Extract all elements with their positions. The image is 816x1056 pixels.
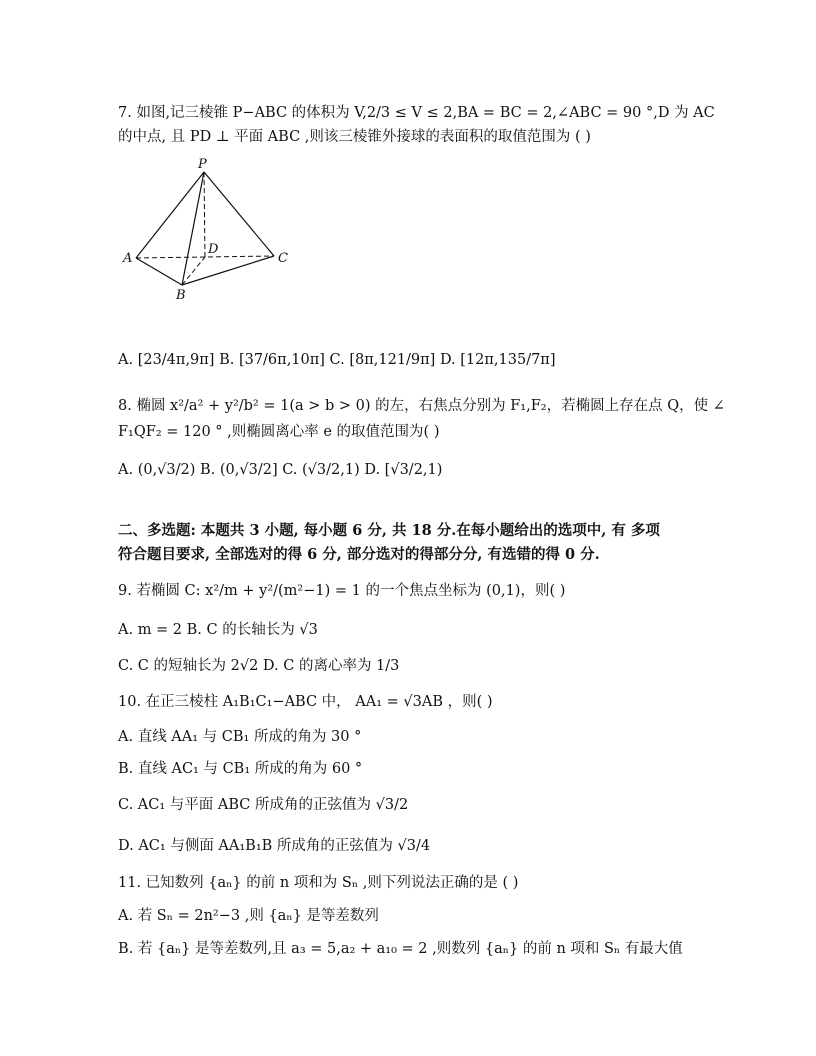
section2-header-line-2: 符合题目要求, 全部选对的得 6 分, 部分选对的得部分分, 有选错的得 0 分. — [118, 546, 600, 563]
q7-stem-line-2: 的中点, 且 PD ⊥ 平面 ABC ,则该三棱锥外接球的表面积的取值范围为 ( ) — [118, 129, 591, 145]
q9-options-cd: C. C 的短轴长为 2√2 D. C 的离心率为 1/3 — [118, 658, 400, 674]
q10-option-b: B. 直线 AC₁ 与 CB₁ 所成的角为 60 ° — [118, 761, 363, 777]
label-B: B — [176, 288, 186, 303]
q7-stem-line-1: 7. 如图,记三棱锥 P−ABC 的体积为 V,2/3 ≤ V ≤ 2,BA = BC = 2,∠ABC = 90 °,D 为 AC — [118, 105, 715, 121]
label-P: P — [198, 157, 207, 172]
q10-option-d: D. AC₁ 与侧面 AA₁B₁B 所成角的正弦值为 √3/4 — [118, 838, 431, 854]
q9-options-ab: A. m = 2 B. C 的长轴长为 √3 — [118, 622, 318, 638]
q10-option-c: C. AC₁ 与平面 ABC 所成角的正弦值为 √3/2 — [118, 797, 409, 813]
tetrahedron-diagram — [118, 156, 308, 304]
q7-tetrahedron-figure — [118, 156, 308, 304]
edge-PA — [136, 172, 204, 258]
q8-stem-line-1: 8. 椭圆 x²/a² + y²/b² = 1(a > b > 0) 的左，右焦点分别为 F₁,F₂，若椭圆上存在点 Q，使 ∠ — [118, 398, 725, 414]
edge-BC — [182, 256, 274, 285]
q11-option-b: B. 若 {aₙ} 是等差数列,且 a₃ = 5,a₂ + a₁₀ = 2 ,则数列 {aₙ} 的前 n 项和 Sₙ 有最大值 — [118, 941, 683, 957]
edge-PD-hidden — [204, 172, 205, 257]
q8-stem-line-2: F₁QF₂ = 120 ° ,则椭圆离心率 e 的取值范围为( ) — [118, 424, 440, 440]
edge-AB — [136, 258, 182, 285]
label-A: A — [123, 251, 133, 266]
q11-stem: 11. 已知数列 {aₙ} 的前 n 项和为 Sₙ ,则下列说法正确的是 ( ) — [118, 875, 519, 891]
q7-options: A. [23/4π,9π] B. [37/6π,10π] C. [8π,121/9π] D. [12π,135/7π] — [118, 352, 556, 368]
section2-header-line-1: 二、多选题: 本题共 3 小题, 每小题 6 分, 共 18 分.在每小题给出的选项中, 有 多项 — [118, 522, 660, 539]
q11-option-a: A. 若 Sₙ = 2n²−3 ,则 {aₙ} 是等差数列 — [118, 908, 379, 924]
q10-stem: 10. 在正三棱柱 A₁B₁C₁−ABC 中， AA₁ = √3AB ，则( ) — [118, 694, 493, 710]
edge-PB — [182, 172, 204, 285]
label-D: D — [208, 242, 219, 257]
q8-options: A. (0,√3/2) B. (0,√3/2] C. (√3/2,1) D. [√3/2,1) — [118, 462, 443, 478]
q10-option-a: A. 直线 AA₁ 与 CB₁ 所成的角为 30 ° — [118, 729, 362, 745]
label-C: C — [278, 251, 288, 266]
q9-stem: 9. 若椭圆 C: x²/m + y²/(m²−1) = 1 的一个焦点坐标为 (0,1)，则( ) — [118, 583, 566, 599]
